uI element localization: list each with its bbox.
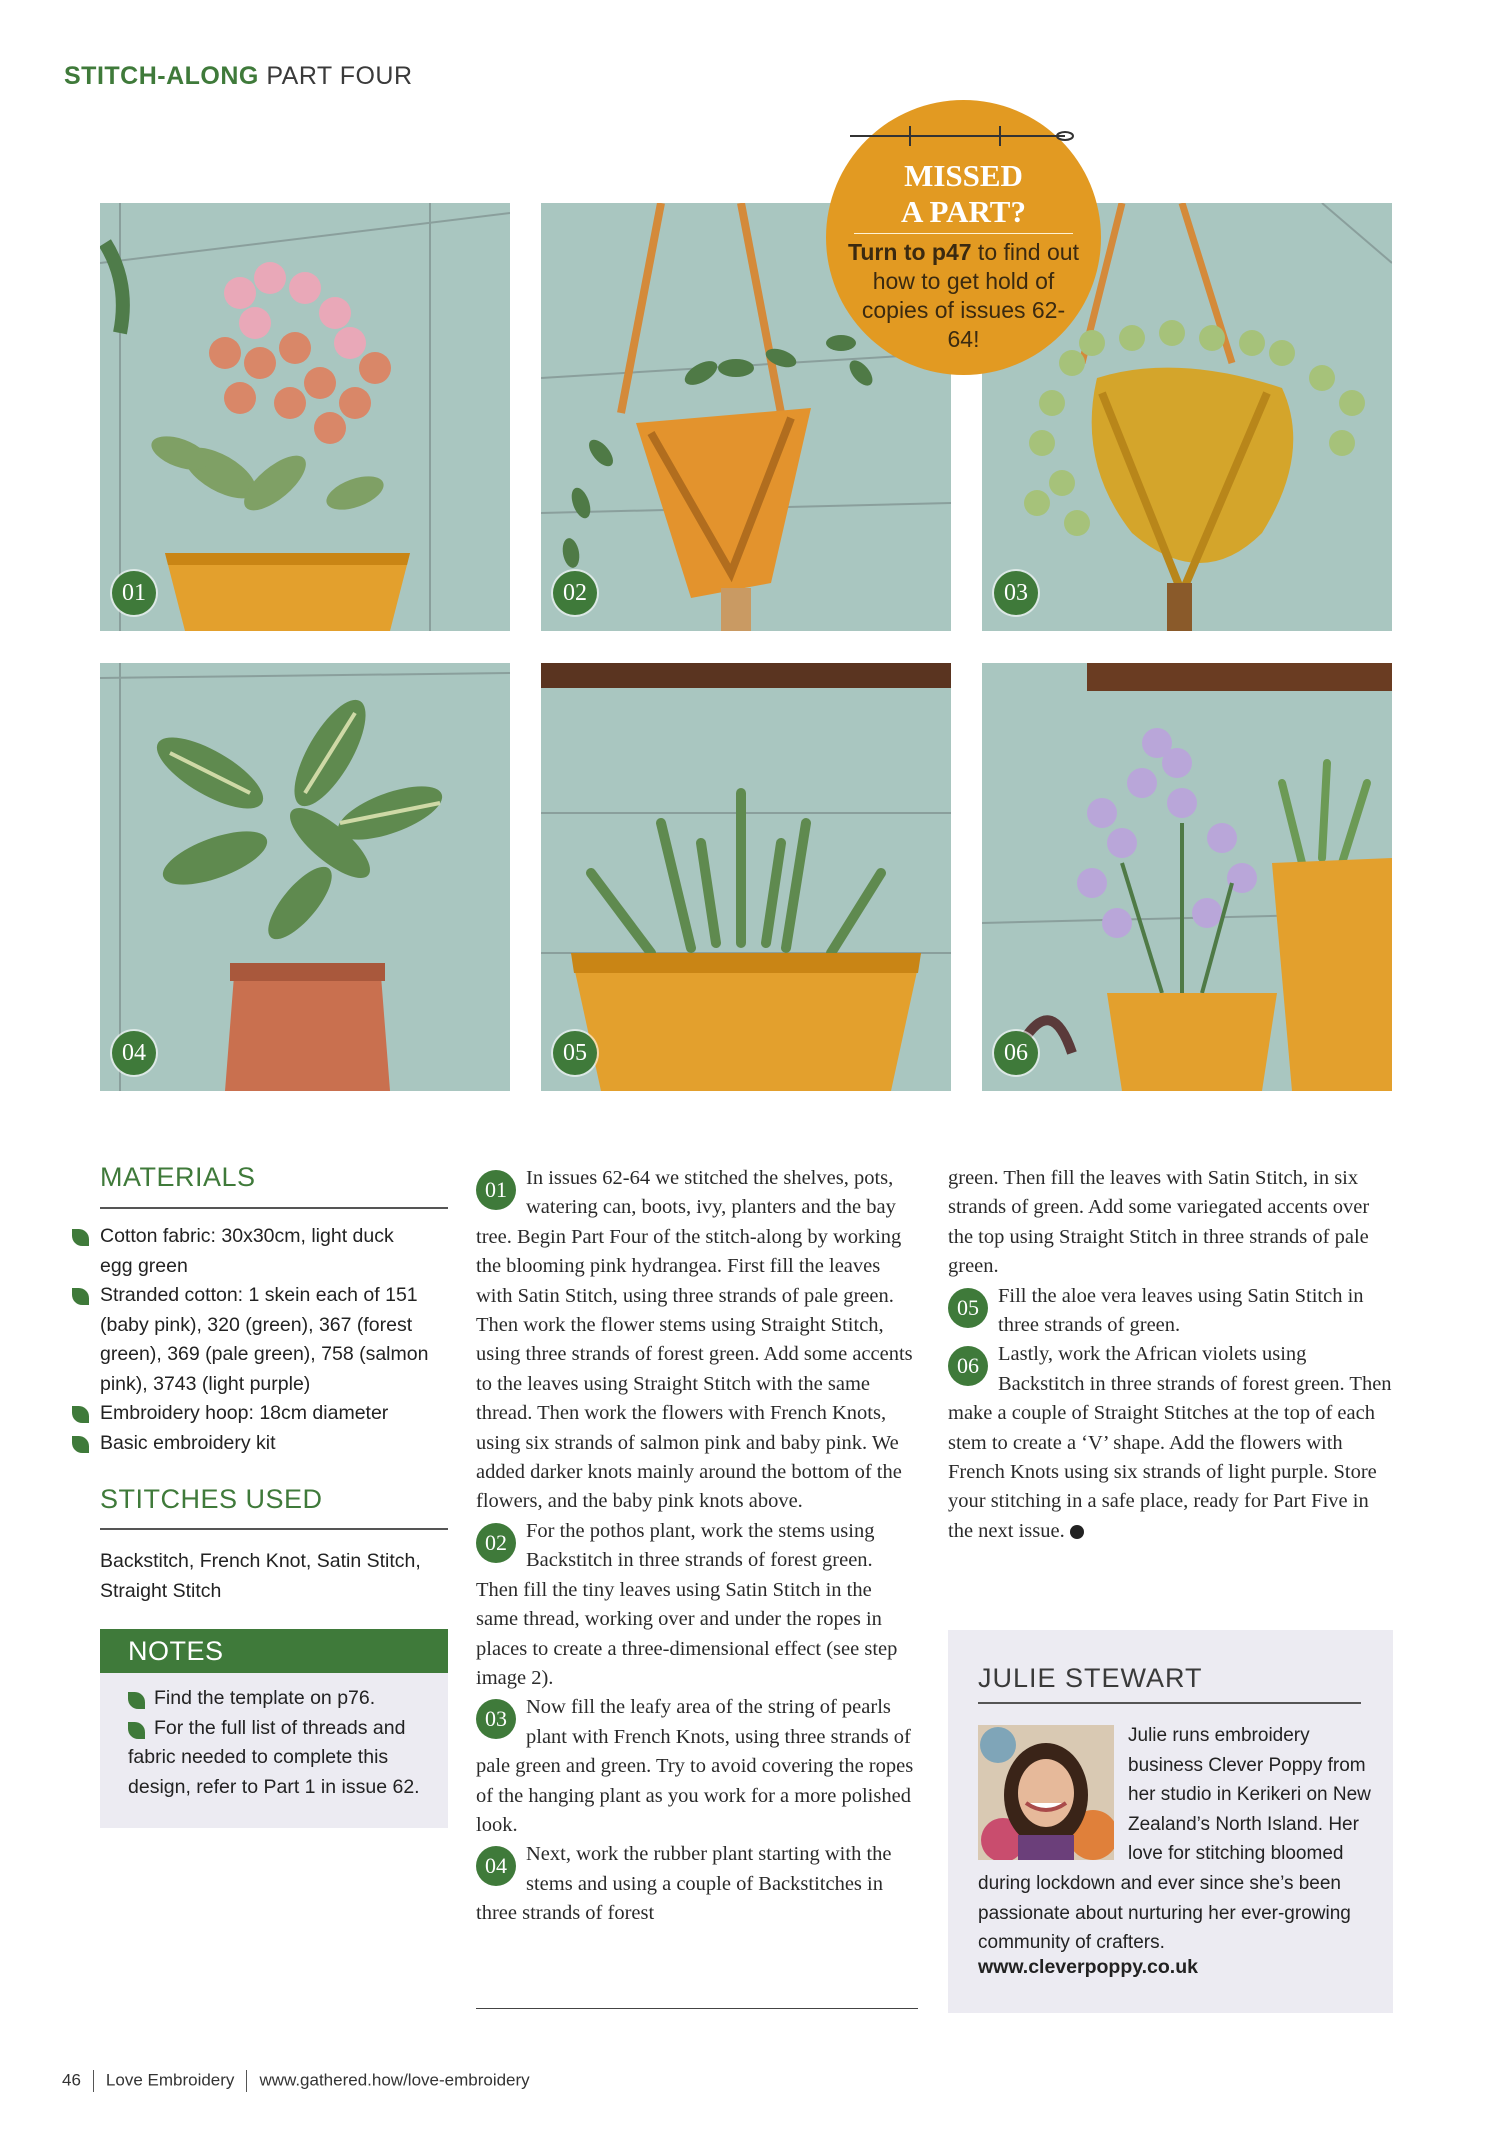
step-number: 03 [476,1699,516,1739]
column-end-rule [476,2008,918,2009]
step-02: 02 For the pothos plant, work the stems using Backstitch in three strands of forest green. Then fill the tiny leaves using Satin Stitch in the same thread, working over and under the ropes in places to create a three-dimensional effect (see step image 2). [476,1519,898,1689]
step-number: 02 [476,1523,516,1563]
list-item: Basic embroidery kit [100,1429,430,1459]
stitches-heading: STITCHES USED [100,1484,323,1514]
step-number-badge: 02 [553,571,597,615]
header-series: STITCH-ALONG [64,62,259,90]
list-item: Embroidery hoop: 18cm diameter [100,1399,430,1429]
step-04-continued: green. Then fill the leaves with Satin Stitch, in six strands of green. Add some variegated accents over the top using Straight Stitch in three strands of pale green. [948,1167,1370,1278]
badge-title-line1: MISSED [904,158,1023,193]
materials-list [100,1222,430,1458]
leaf-bullet-icon [72,1229,89,1246]
badge-body [848,238,1079,354]
instructions-column-1 [476,1164,918,1929]
list-item: Stranded cotton: 1 skein each of 151 (baby pink), 320 (green), 367 (forest green), 369 (pale green), 758 (salmon pink), 3743 (light purple) [100,1281,430,1399]
step-photo-06 [982,663,1392,1091]
step-04: 04 Next, work the rubber plant starting with the stems and using a couple of Backstitches in three strands of forest [476,1843,892,1925]
notes-heading: NOTES [100,1629,448,1673]
leaf-bullet-icon [72,1288,89,1305]
leaf-bullet-icon [72,1436,89,1453]
step-photo-04 [100,663,510,1091]
author-avatar [978,1725,1114,1860]
page-footer [62,2070,530,2092]
step-number-badge: 04 [112,1031,156,1075]
section-header [64,62,413,91]
step-number: 05 [948,1288,988,1328]
step-number: 01 [476,1170,516,1210]
step-number: 04 [476,1846,516,1886]
footer-url-link[interactable]: www.gathered.how/love-embroidery [259,2070,530,2090]
author-name: JULIE STEWART [978,1663,1203,1693]
header-part: PART FOUR [266,62,413,90]
end-mark-icon [1070,1525,1084,1539]
instructions-column-2 [948,1164,1393,1546]
step-03: 03 Now fill the leafy area of the string of pearls plant with French Knots, using three strands of pale green and green. Try to avoid covering the ropes of the hanging plant as you work for a more polished look. [476,1696,914,1836]
materials-heading: MATERIALS [100,1162,256,1192]
needle-icon [850,126,1075,146]
list-item: For the full list of threads and fabric needed to complete this design, refer to Part 1 in issue 62. [128,1716,420,1798]
step-number-badge: 05 [553,1031,597,1075]
badge-body-bold: Turn to p47 [848,239,972,265]
author-website-link[interactable]: www.cleverpoppy.co.uk [978,1956,1198,1978]
magazine-name: Love Embroidery [105,2070,235,2090]
footer-divider [246,2070,247,2092]
page-number: 46 [62,2070,81,2090]
leaf-bullet-icon [128,1692,145,1709]
stitches-list: Backstitch, French Knot, Satin Stitch, Straight Stitch [100,1550,421,1602]
badge-body-rest: to find out how to get hold of copies of issues 62-64! [861,239,1079,352]
badge-title-line2: A PART? [901,194,1026,229]
badge-divider [854,233,1073,234]
step-photo-05 [541,663,951,1091]
step-06: 06 Lastly, work the African violets using Backstitch in three strands of forest green. Then make a couple of Straight Stitches at the top of each stem to create a ‘V’ shape. Add the flowers with French Knots using six strands of light purple. Store your stitching in a safe place, ready for Part Five in the next issue. [948,1343,1392,1542]
step-number-badge: 01 [112,571,156,615]
badge-title [826,158,1101,230]
stitches-rule [100,1528,448,1530]
list-item: Find the template on p76. [128,1684,428,1714]
footer-divider [93,2070,94,2092]
author-rule [978,1702,1361,1704]
leaf-bullet-icon [72,1406,89,1423]
author-bio-continued: during lockdown and ever since she’s been passionate about nurturing her ever-growing community of crafters. [978,1873,1351,1953]
step-01: 01 In issues 62-64 we stitched the shelves, pots, watering can, boots, ivy, planters and the bay tree. Begin Part Four of the stitch-along by working the blooming pink hydrangea. First fill the leaves with Satin Stitch, using three strands of pale green. Then work the flower stems using Straight Stitch, using three strands of forest green. Add some accents to the leaves using Straight Stitch with the same thread. Then work the flowers with French Knots, using six strands of salmon pink and baby pink. We added darker knots mainly around the bottom of the flowers, and the baby pink knots above. [476,1167,913,1513]
step-number-badge: 06 [994,1031,1038,1075]
step-05: 05 Fill the aloe vera leaves using Satin Stitch in three strands of green. [948,1282,1393,1341]
notes-list [128,1684,428,1802]
list-item: Cotton fabric: 30x30cm, light duck egg green [100,1222,430,1281]
author-bio: Julie runs embroidery business Clever Poppy from her studio in Kerikeri on New Zealand’s North Island. Her love for stitching bloomed [1128,1725,1371,1864]
materials-rule [100,1207,448,1209]
step-number: 06 [948,1346,988,1386]
step-number-badge: 03 [994,571,1038,615]
step-photo-01 [100,203,510,631]
